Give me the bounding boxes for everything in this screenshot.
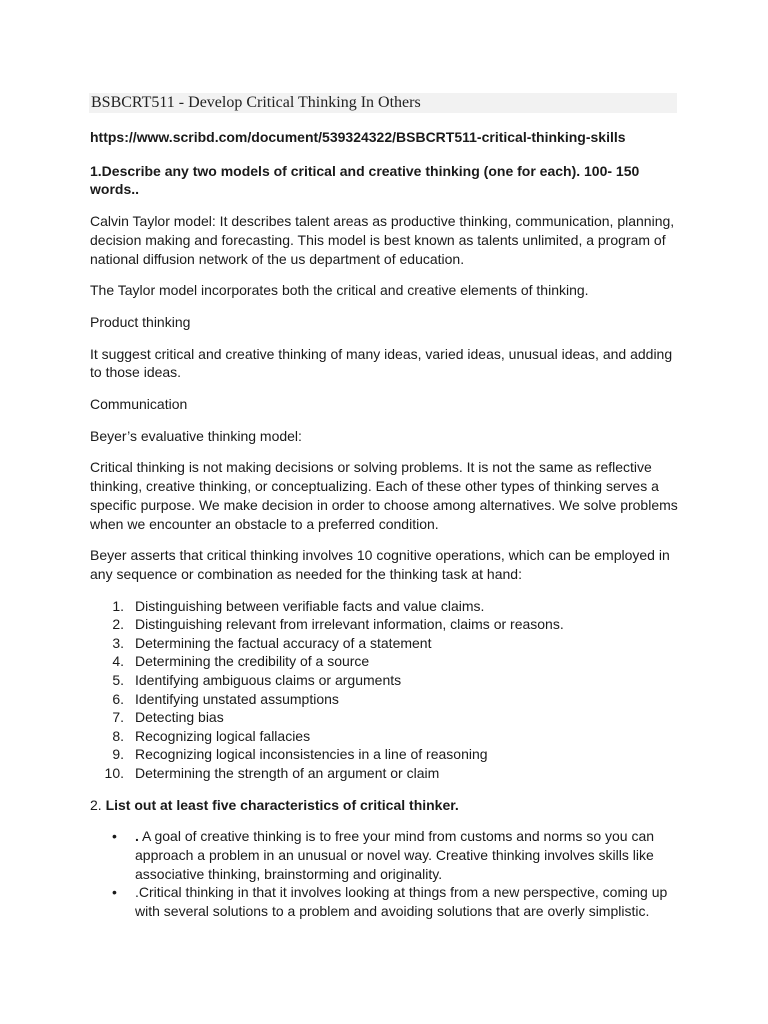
title-highlight — [89, 93, 677, 113]
paragraph-beyer-model: Beyer’s evaluative thinking model: — [90, 427, 302, 444]
list-item-text: Determining the credibility of a source — [135, 653, 370, 670]
list-item — [90, 827, 680, 883]
list-item-text: Identifying unstated assumptions — [135, 690, 339, 707]
question-2-number: 2. — [90, 796, 102, 813]
paragraph-beyer-asserts: Beyer asserts that critical thinking involves 10 cognitive operations, which can be employed in any sequence or combination as needed for the thinking task at hand: — [90, 547, 670, 582]
characteristics-list — [90, 827, 680, 921]
list-item — [90, 634, 680, 653]
list-item — [90, 727, 680, 746]
list-number: 6. — [112, 690, 124, 707]
paragraph-communication: Communication — [90, 396, 188, 413]
list-item-text: .Critical thinking in that it involves looking at things from a new perspective, coming up with several solutions to a problem and avoiding solutions that are overly simplistic. — [135, 884, 668, 920]
bullet-lead: . — [135, 828, 139, 845]
list-item — [90, 652, 680, 671]
list-item-text: Distinguishing between verifiable facts and value claims. — [135, 597, 485, 614]
list-item — [90, 764, 680, 783]
list-number: 7. — [112, 709, 124, 726]
list-item — [90, 690, 680, 709]
list-item — [90, 708, 680, 727]
operations-list — [90, 597, 680, 783]
document-body — [90, 128, 680, 921]
bullet-icon: • — [112, 828, 117, 845]
question-2-text: List out at least five characteristics of critical thinker. — [105, 796, 459, 813]
paragraph-product-thinking: Product thinking — [90, 313, 191, 330]
list-item-text: A goal of creative thinking is to free your mind from customs and norms so you can approach a problem in an unusual or novel way. Creative thinking involves skills like associative thinking, brainstorming and originality. — [135, 828, 655, 882]
document-title: BSBCRT511 - Develop Critical Thinking In Others — [91, 94, 421, 111]
list-number: 2. — [112, 616, 124, 633]
list-number: 1. — [112, 597, 124, 614]
question-2 — [90, 796, 680, 815]
list-number: 10. — [104, 765, 124, 781]
list-number: 3. — [112, 634, 124, 651]
list-number: 5. — [112, 672, 124, 689]
list-item-text: Determining the factual accuracy of a statement — [135, 634, 432, 651]
list-item-text: Distinguishing relevant from irrelevant information, claims or reasons. — [135, 616, 564, 633]
list-item-text: Detecting bias — [135, 709, 224, 726]
paragraph-critical-thinking: Critical thinking is not making decisions or solving problems. It is not the same as reflective thinking, creative thinking, or conceptualizing. Each of these other types of thinking serves a specific purpose. We make decision in order to choose among alternatives. We solve problems when we encounter an obstacle to a preferred condition. — [90, 459, 678, 532]
list-number: 4. — [112, 653, 124, 670]
list-item-text: Determining the strength of an argument or claim — [135, 765, 440, 781]
source-url[interactable]: https://www.scribd.com/document/539324322/BSBCRT511-critical-thinking-skills — [90, 129, 626, 145]
paragraph-taylor-model: Calvin Taylor model: It describes talent areas as productive thinking, communication, planning, decision making and forecasting. This model is best known as talents unlimited, a program of national diffusion network of the us department of education. — [90, 213, 675, 267]
list-item-text: Recognizing logical fallacies — [135, 727, 311, 744]
list-item — [90, 597, 680, 616]
bullet-icon: • — [112, 884, 117, 901]
list-number: 8. — [112, 727, 124, 744]
list-number: 9. — [112, 746, 124, 763]
list-item — [90, 615, 680, 634]
paragraph-taylor-incorporates: The Taylor model incorporates both the critical and creative elements of thinking. — [90, 282, 589, 299]
paragraph-suggest: It suggest critical and creative thinking of many ideas, varied ideas, unusual ideas, and adding to those ideas. — [90, 345, 673, 381]
list-item — [90, 745, 680, 764]
list-item-text: Recognizing logical inconsistencies in a line of reasoning — [135, 746, 488, 763]
list-item — [90, 671, 680, 690]
list-item-text: Identifying ambiguous claims or arguments — [135, 672, 402, 689]
question-1: 1.Describe any two models of critical and creative thinking (one for each). 100- 150 words.. — [90, 162, 640, 198]
list-item — [90, 883, 680, 920]
